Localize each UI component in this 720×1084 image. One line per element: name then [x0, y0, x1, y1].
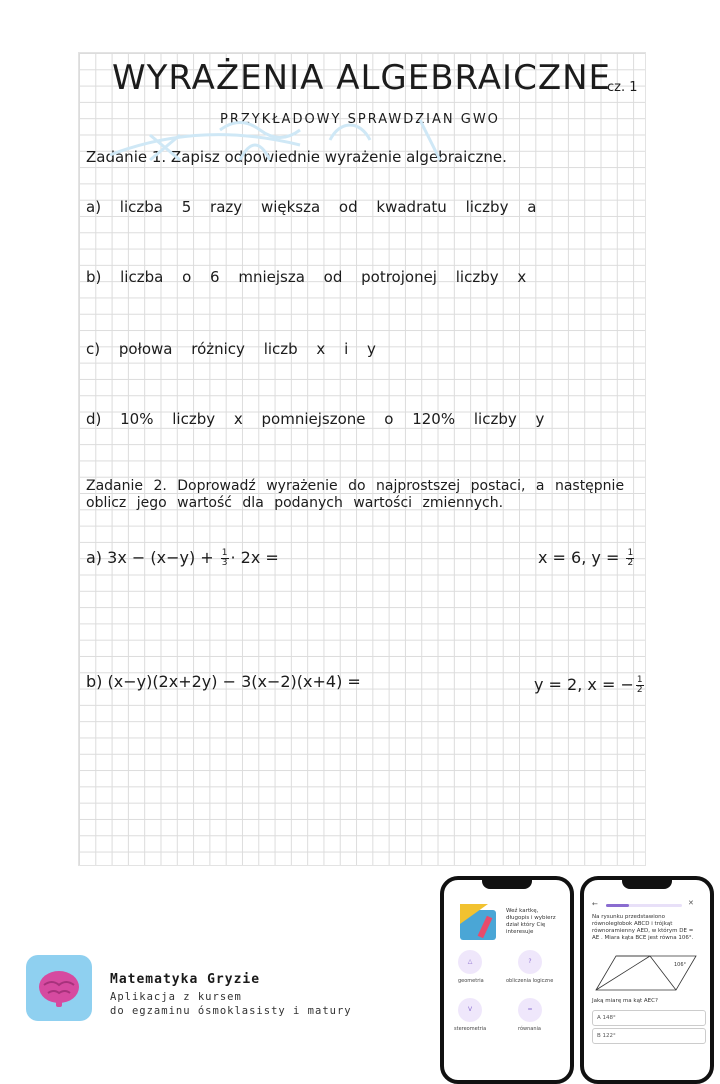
answer-option-a[interactable]: A 148°: [592, 1010, 706, 1026]
brain-icon: [26, 955, 92, 1021]
phone1-intro: Weź kartkę, długopis i wybierz dział który Cię interesuje: [506, 908, 556, 935]
tile-label-geometry: geometria: [458, 978, 484, 984]
close-icon: ✕: [688, 899, 694, 907]
progress-track: [606, 904, 682, 907]
expr-a-right: · 2x =: [230, 548, 279, 567]
task1-item-d: d) 10% liczby x pomniejszone o 120% liczby y: [86, 410, 545, 428]
task2-values-a: x = 6, y = $\frac{1}{2}$: [538, 548, 634, 568]
brand-name: Matematyka Gryzie: [110, 972, 261, 987]
tile-label-logic: obliczenia logiczne: [506, 978, 554, 984]
tile-label-stereometry: stereometria: [454, 1026, 487, 1032]
answer-option-b[interactable]: B 122°: [592, 1028, 706, 1044]
tile-logic-icon: ?: [518, 950, 542, 974]
back-arrow-icon: ←: [592, 900, 598, 908]
tile-geometry-icon: △: [458, 950, 482, 974]
page-part: cz. 1: [607, 80, 638, 95]
brand-tagline: Aplikacja z kursem do egzaminu ósmoklasisty i matury: [110, 991, 352, 1017]
phone-notch: [622, 880, 672, 889]
task2-expression-b: b) (x−y)(2x+2y) − 3(x−2)(x+4) =: [86, 672, 361, 691]
tile-equations-icon: =: [518, 998, 542, 1022]
phone-notch: [482, 880, 532, 889]
tile-label-equations: równania: [518, 1026, 541, 1032]
phone2-ask: Jaką miarę ma kąt AEC?: [592, 998, 658, 1004]
task2-heading: Zadanie 2. Doprowadź wyrażenie do najprostszej postaci, a następnie oblicz jego wartość dla podanych wartości zmiennych.: [86, 478, 625, 511]
angle-label: 106°: [674, 962, 687, 968]
parallelogram-figure: [592, 952, 700, 994]
page-subtitle: PRZYKŁADOWY SPRAWDZIAN GWO: [220, 112, 500, 127]
task1-item-b: b) liczba o 6 mniejsza od potrojonej liczby x: [86, 268, 527, 286]
phone-mockup-1: [440, 876, 574, 1084]
expr-a-left: a) 3x − (x−y) +: [86, 548, 219, 567]
task1-item-a: a) liczba 5 razy większa od kwadratu liczby a: [86, 198, 537, 216]
expr-a-fraction: $\frac{1}{3}$: [221, 548, 228, 568]
footer-decoration: [0, 60, 720, 164]
geometry-tools-icon: [454, 900, 502, 944]
task2-expression-a: [86, 548, 279, 568]
progress-fill: [606, 904, 629, 907]
task1-heading: Zadanie 1. Zapisz odpowiednie wyrażenie algebraiczne.: [86, 148, 507, 166]
app-logo: [26, 955, 92, 1021]
task1-item-c: c) połowa różnicy liczb x i y: [86, 340, 376, 358]
page-title: WYRAŻENIA ALGEBRAICZNE: [112, 58, 612, 98]
phone-mockup-2: [580, 876, 714, 1084]
tile-stereometry-icon: V: [458, 998, 482, 1022]
grid-paper: [78, 52, 646, 866]
phone2-question: Na rysunku przedstawiono równoległobok ABCD i trójkąt równoramienny AED, w którym DE = AE . Miara kąta BCE jest równa 106°.: [592, 914, 694, 941]
task2-values-b: y = 2, x = − $\frac{1}{2}$: [534, 675, 643, 695]
